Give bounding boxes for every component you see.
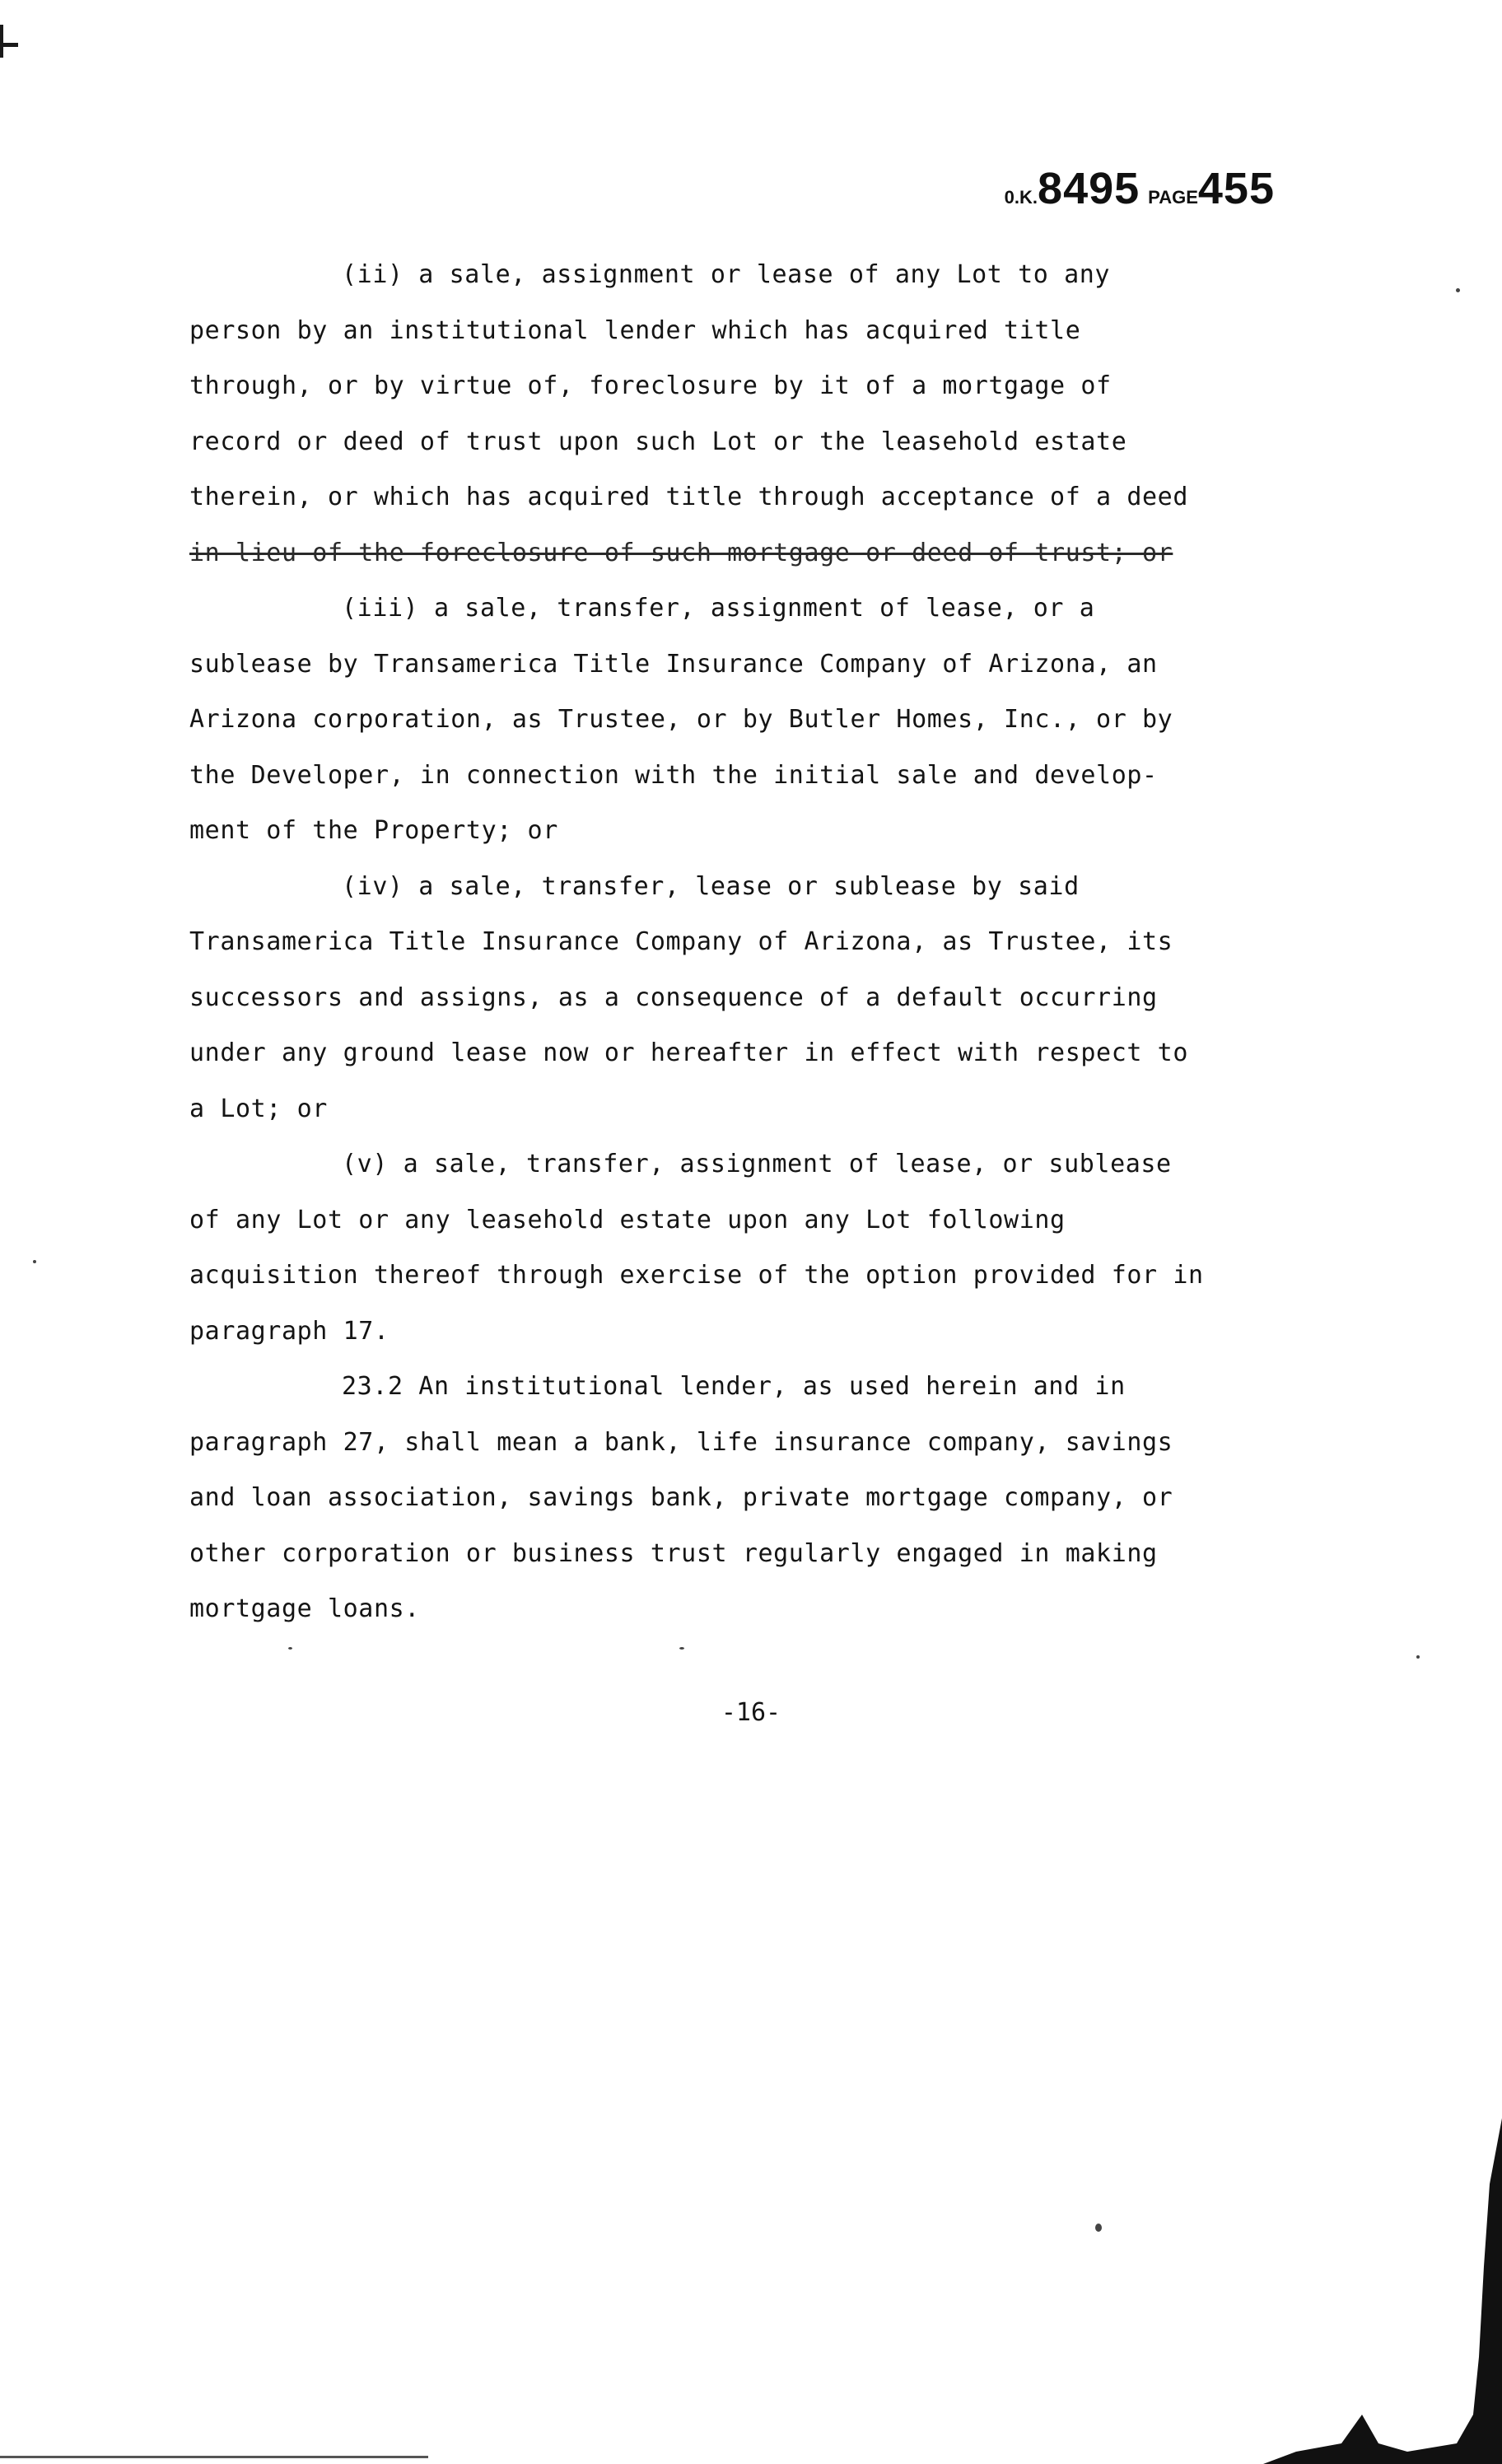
paragraph-ii	[189, 247, 1318, 581]
book-number: 8495	[1038, 164, 1140, 213]
scan-speck	[679, 1647, 684, 1650]
page-footer-number: -16-	[721, 1698, 781, 1727]
paragraph-23-2	[189, 1359, 1318, 1637]
text-line: and loan association, savings bank, private mortgage company, or	[189, 1483, 1173, 1512]
text-line: sublease by Transamerica Title Insurance Company of Arizona, an	[189, 649, 1158, 679]
scan-speck	[288, 1647, 292, 1650]
text-line: therein, or which has acquired title through acceptance of a deed	[189, 483, 1188, 511]
scan-speck	[1456, 288, 1460, 292]
paragraph-v	[189, 1136, 1318, 1359]
scan-artifact-corner	[0, 25, 3, 58]
text-line: record or deed of trust upon such Lot or the leasehold estate	[189, 427, 1127, 456]
text-line: Arizona corporation, as Trustee, or by Butler Homes, Inc., or by	[189, 705, 1173, 734]
text-line: acquisition thereof through exercise of the option provided for in	[189, 1261, 1204, 1290]
text-line: a Lot; or	[189, 1094, 328, 1123]
text-line: mortgage loans.	[189, 1594, 420, 1623]
text-line: Transamerica Title Insurance Company of Arizona, as Trustee, its	[189, 927, 1173, 956]
text-line: person by an institutional lender which has acquired title	[189, 315, 1081, 345]
text-line: through, or by virtue of, foreclosure by it of a mortgage of	[189, 371, 1112, 400]
scan-shadow-blot	[1263, 2118, 1502, 2464]
scan-speck	[1095, 2224, 1102, 2232]
text-line: paragraph 27, shall mean a bank, life insurance company, savings	[189, 1427, 1173, 1457]
text-line: other corporation or business trust regularly engaged in making	[189, 1538, 1158, 1568]
text-line: successors and assigns, as a consequence of a default occurring	[189, 982, 1158, 1012]
text-line: (iv) a sale, transfer, lease or sublease by said	[342, 871, 1080, 901]
text-line: 23.2 An institutional lender, as used herein and in	[342, 1372, 1126, 1401]
paragraph-iv	[189, 859, 1318, 1137]
book-page-reference	[1005, 163, 1275, 214]
text-line: (ii) a sale, assignment or lease of any Lot to any	[342, 260, 1111, 289]
text-line: the Developer, in connection with the initial sale and develop-	[189, 760, 1158, 790]
paragraph-iii	[189, 581, 1318, 859]
scan-artifact-corner-dash	[0, 43, 18, 47]
book-label: 0.K.	[1004, 187, 1038, 208]
text-line: paragraph 17.	[189, 1316, 389, 1346]
page-number-stamp: 455	[1197, 164, 1275, 213]
scan-speck	[33, 1260, 36, 1263]
scan-artifact-bottom-line	[0, 2456, 428, 2458]
scan-speck	[1416, 1655, 1420, 1659]
text-line: (iii) a sale, transfer, assignment of lease, or a	[342, 594, 1095, 623]
document-body	[189, 247, 1318, 1637]
text-line: ment of the Property; or	[189, 816, 558, 845]
text-line-struck: in lieu of the foreclosure of such mortgage or deed of trust; or	[189, 538, 1173, 567]
text-line: of any Lot or any leasehold estate upon any Lot following	[189, 1205, 1066, 1234]
text-line: (v) a sale, transfer, assignment of lease, or sublease	[342, 1150, 1172, 1178]
page-label: PAGE	[1148, 187, 1198, 208]
text-line: under any ground lease now or hereafter in effect with respect to	[189, 1038, 1188, 1067]
